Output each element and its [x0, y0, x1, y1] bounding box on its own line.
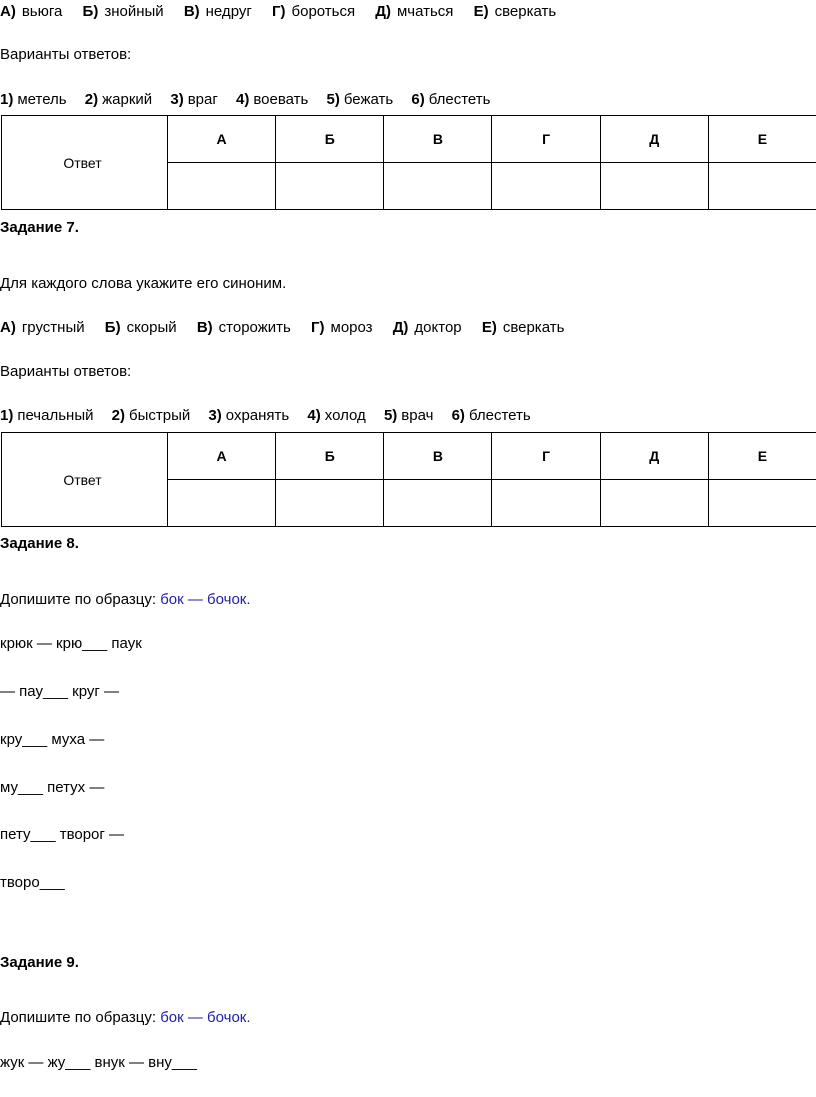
task8-instruction: Допишите по образцу: — [0, 591, 157, 608]
task7-table-label: Ответ — [2, 433, 168, 527]
task6-answer-cell-b[interactable] — [276, 163, 384, 210]
task6-answer-6: 6) блестеть — [411, 91, 491, 108]
task7-answer-table — [1, 432, 816, 527]
task6-words-line — [0, 2, 572, 22]
task7-word-a: А) грустный — [0, 319, 85, 336]
task7-instruction: Для каждого слова укажите его синоним. — [0, 275, 287, 292]
task6-answer-5: 5) бежать — [326, 91, 394, 108]
task9-example: бок — бочок. — [160, 1009, 251, 1026]
task6-word-a: А) вьюга — [0, 3, 63, 20]
task7-answer-3: 3) охранять — [208, 407, 290, 424]
task7-table-header-g: Г — [492, 433, 600, 480]
task9-title: Задание 9. — [0, 954, 79, 971]
task6-answer-3: 3) враг — [170, 91, 218, 108]
task6-table-header-e: Е — [708, 116, 816, 163]
task9-instruction: Допишите по образцу: — [0, 1009, 157, 1026]
task7-word-v: В) сторожить — [196, 319, 291, 336]
task7-table-header-d: Д — [600, 433, 708, 480]
task7-title: Задание 7. — [0, 219, 79, 236]
task7-table-header-b: Б — [276, 433, 384, 480]
task7-answer-cell-d[interactable] — [600, 480, 708, 527]
task7-variants-title: Варианты ответов: — [0, 363, 132, 380]
task8-line-3: кру___ муха — — [0, 731, 105, 748]
task6-word-d: Д) мчаться — [375, 3, 454, 20]
task7-answer-cell-e[interactable] — [708, 480, 816, 527]
task7-answer-cell-v[interactable] — [384, 480, 492, 527]
task6-answer-2: 2) жаркий — [84, 91, 153, 108]
task8-line-6: творо___ — [0, 874, 65, 891]
task7-word-d: Д) доктор — [392, 319, 462, 336]
task6-answer-table — [1, 115, 816, 210]
task6-word-g: Г) бороться — [272, 3, 356, 20]
task7-table-header-a: А — [168, 433, 276, 480]
task6-word-b: Б) знойный — [82, 3, 164, 20]
task7-answer-5: 5) врач — [383, 407, 434, 424]
task6-word-e: Е) сверкать — [473, 3, 557, 20]
task7-answer-cell-b[interactable] — [276, 480, 384, 527]
task7-word-g: Г) мороз — [311, 319, 373, 336]
task7-table-header-v: В — [384, 433, 492, 480]
task7-answer-1: 1) печальный — [0, 407, 94, 424]
task7-table-header-e: Е — [708, 433, 816, 480]
task8-line-4: му___ петух — — [0, 779, 105, 796]
task8-example: бок — бочок. — [160, 591, 251, 608]
task6-table-header-d: Д — [600, 116, 708, 163]
task9-instruction-line — [0, 1008, 251, 1028]
task8-line-5: пету___ творог — — [0, 826, 125, 843]
task6-variants-title: Варианты ответов: — [0, 46, 132, 63]
task6-word-v: В) недруг — [183, 3, 252, 20]
task6-answers-line — [0, 90, 504, 110]
task7-word-e: Е) сверкать — [481, 319, 565, 336]
task6-table-header-g: Г — [492, 116, 600, 163]
task8-line-1: крюк — крю___ паук — [0, 635, 142, 652]
task6-answer-4: 4) воевать — [236, 91, 309, 108]
task7-answers-line — [0, 406, 545, 426]
task8-line-2: — пау___ круг — — [0, 683, 120, 700]
task7-answer-cell-g[interactable] — [492, 480, 600, 527]
task7-answer-4: 4) холод — [307, 407, 366, 424]
task7-words-line — [0, 318, 580, 338]
task7-answer-6: 6) блестеть — [451, 407, 531, 424]
task7-answer-2: 2) быстрый — [111, 407, 191, 424]
task6-answer-cell-a[interactable] — [168, 163, 276, 210]
task6-table-label: Ответ — [2, 116, 168, 210]
task7-answer-cell-a[interactable] — [168, 480, 276, 527]
task7-word-b: Б) скорый — [104, 319, 177, 336]
task6-table-header-v: В — [384, 116, 492, 163]
task6-table-header-a: А — [168, 116, 276, 163]
task6-answer-cell-e[interactable] — [708, 163, 816, 210]
task6-answer-cell-g[interactable] — [492, 163, 600, 210]
task6-answer-cell-d[interactable] — [600, 163, 708, 210]
task6-answer-1: 1) метель — [0, 91, 67, 108]
task8-instruction-line — [0, 590, 251, 610]
task9-line-1: жук — жу___ внук — вну___ — [0, 1054, 197, 1071]
task6-answer-cell-v[interactable] — [384, 163, 492, 210]
task6-table-header-b: Б — [276, 116, 384, 163]
task8-title: Задание 8. — [0, 535, 79, 552]
